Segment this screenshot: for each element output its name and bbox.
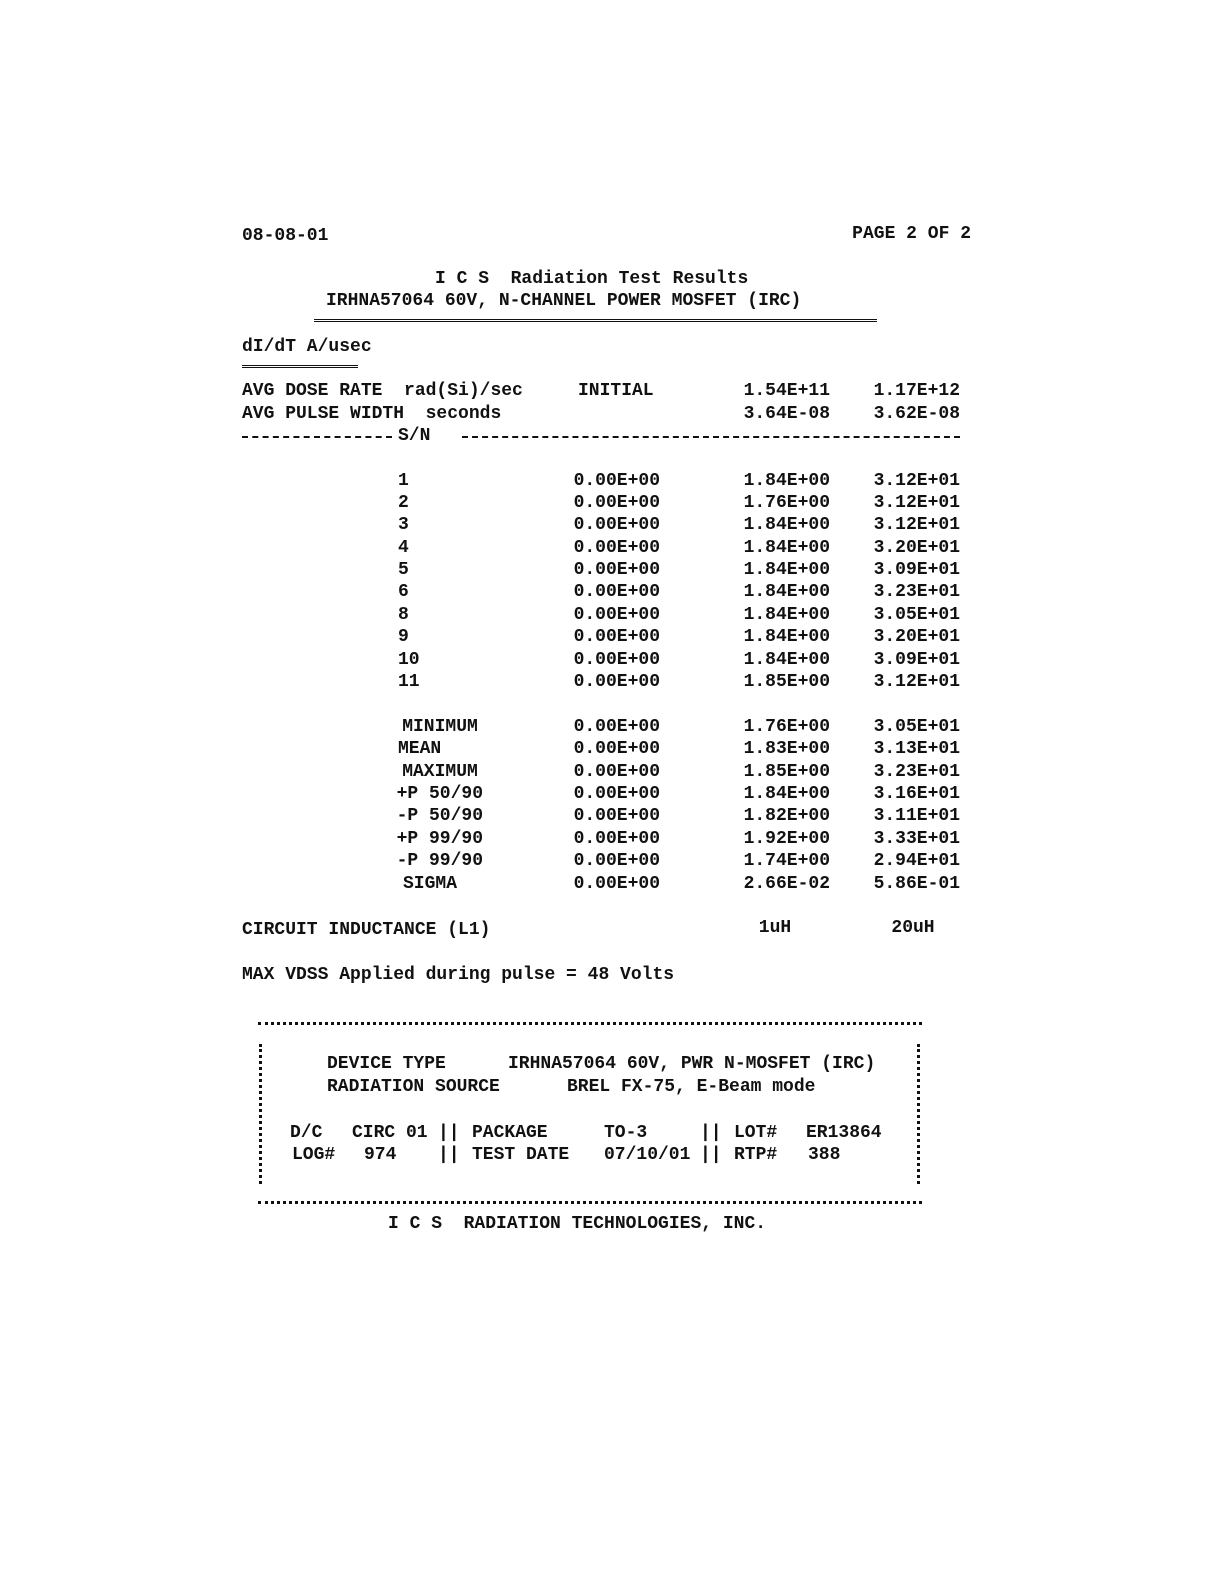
stat-label: +P 50/90 (396, 784, 483, 804)
page-number: PAGE 2 OF 2 (852, 224, 971, 244)
inductance-value-2: 20uH (891, 918, 935, 938)
value-col-2: 1.84E+00 (743, 650, 830, 670)
serial-number: 3 (398, 515, 409, 535)
value-col-3: 3.12E+01 (873, 493, 960, 513)
separator: || (438, 1123, 460, 1143)
pulse-width-label: AVG PULSE WIDTH seconds (242, 404, 502, 424)
test-date-label: TEST DATE (472, 1145, 570, 1165)
value-col-2: 1.76E+00 (743, 493, 830, 513)
stat-label: MAXIMUM (402, 762, 478, 782)
serial-number: 8 (398, 605, 409, 625)
serial-number: 4 (398, 538, 409, 558)
value-col-2: 1.92E+00 (743, 829, 830, 849)
stat-label: MINIMUM (402, 717, 478, 737)
box-right-border (917, 1044, 920, 1184)
company-footer: I C S RADIATION TECHNOLOGIES, INC. (388, 1214, 767, 1234)
value-col-3: 3.09E+01 (873, 560, 960, 580)
separator: || (700, 1145, 722, 1165)
value-col-1: 0.00E+00 (573, 650, 660, 670)
value-col-1: 0.00E+00 (573, 493, 660, 513)
value-col-1: 0.00E+00 (573, 762, 660, 782)
device-type-value: IRHNA57064 60V, PWR N-MOSFET (IRC) (508, 1054, 876, 1074)
value-col-2: 1.84E+00 (743, 471, 830, 491)
report-title: I C S Radiation Test Results (435, 269, 749, 289)
separator: || (700, 1123, 722, 1143)
value-col-1: 0.00E+00 (573, 605, 660, 625)
pulse-width-value-1: 3.64E-08 (743, 404, 830, 424)
device-subtitle: IRHNA57064 60V, N-CHANNEL POWER MOSFET (IRC) (326, 291, 802, 311)
value-col-3: 3.12E+01 (873, 471, 960, 491)
value-col-2: 1.83E+00 (743, 739, 830, 759)
package-label: PACKAGE (472, 1123, 548, 1143)
title-underline (314, 319, 877, 322)
value-col-3: 3.33E+01 (873, 829, 960, 849)
value-col-2: 1.84E+00 (743, 627, 830, 647)
stat-label: SIGMA (402, 874, 457, 894)
value-col-2: 1.76E+00 (743, 717, 830, 737)
box-left-border (259, 1044, 262, 1184)
dc-value: CIRC 01 (352, 1123, 428, 1143)
value-col-3: 3.05E+01 (873, 605, 960, 625)
value-col-2: 1.84E+00 (743, 582, 830, 602)
lot-label: LOT# (734, 1123, 778, 1143)
package-value: TO-3 (604, 1123, 648, 1143)
dose-rate-label: AVG DOSE RATE rad(Si)/sec (242, 381, 523, 401)
value-col-3: 3.23E+01 (873, 762, 960, 782)
box-top-border (258, 1022, 922, 1025)
value-col-1: 0.00E+00 (573, 784, 660, 804)
inductance-label: CIRCUIT INDUCTANCE (L1) (242, 920, 491, 940)
value-col-2: 1.84E+00 (743, 560, 830, 580)
value-col-3: 3.23E+01 (873, 582, 960, 602)
dc-label: D/C (290, 1123, 323, 1143)
value-col-1: 0.00E+00 (573, 739, 660, 759)
value-col-2: 1.82E+00 (743, 806, 830, 826)
value-col-3: 3.05E+01 (873, 717, 960, 737)
report-date: 08-08-01 (242, 226, 329, 246)
value-col-1: 0.00E+00 (573, 627, 660, 647)
value-col-3: 3.09E+01 (873, 650, 960, 670)
stat-label: MEAN (398, 739, 442, 759)
pulse-width-value-2: 3.62E-08 (873, 404, 960, 424)
value-col-1: 0.00E+00 (573, 851, 660, 871)
serial-number: 9 (398, 627, 409, 647)
separator: || (438, 1145, 460, 1165)
value-col-1: 0.00E+00 (573, 471, 660, 491)
stat-label: -P 99/90 (396, 851, 483, 871)
serial-number: 5 (398, 560, 409, 580)
sn-label: S/N (398, 426, 431, 446)
dose-rate-value-2: 1.17E+12 (873, 381, 960, 401)
max-vdss-note: MAX VDSS Applied during pulse = 48 Volts (242, 965, 675, 985)
parameter-underline (242, 365, 358, 368)
inductance-value-1: 1uH (758, 918, 792, 938)
value-col-3: 3.16E+01 (873, 784, 960, 804)
sn-separator-right (462, 436, 960, 438)
rtp-label: RTP# (734, 1145, 778, 1165)
device-type-label: DEVICE TYPE (327, 1054, 446, 1074)
parameter-label: dI/dT A/usec (242, 337, 372, 357)
serial-number: 2 (398, 493, 409, 513)
value-col-1: 0.00E+00 (573, 672, 660, 692)
value-col-2: 2.66E-02 (743, 874, 830, 894)
stat-label: +P 99/90 (396, 829, 483, 849)
log-label: LOG# (292, 1145, 336, 1165)
value-col-1: 0.00E+00 (573, 538, 660, 558)
value-col-2: 1.84E+00 (743, 538, 830, 558)
value-col-1: 0.00E+00 (573, 874, 660, 894)
value-col-3: 3.20E+01 (873, 627, 960, 647)
value-col-3: 5.86E-01 (873, 874, 960, 894)
value-col-1: 0.00E+00 (573, 717, 660, 737)
rtp-value: 388 (808, 1145, 841, 1165)
sn-separator-left (242, 436, 392, 438)
value-col-3: 3.12E+01 (873, 515, 960, 535)
value-col-1: 0.00E+00 (573, 829, 660, 849)
lot-value: ER13864 (806, 1123, 882, 1143)
value-col-3: 3.11E+01 (873, 806, 960, 826)
value-col-3: 3.20E+01 (873, 538, 960, 558)
value-col-2: 1.84E+00 (743, 784, 830, 804)
value-col-2: 1.74E+00 (743, 851, 830, 871)
value-col-2: 1.85E+00 (743, 762, 830, 782)
dose-rate-value-1: 1.54E+11 (743, 381, 830, 401)
serial-number: 10 (398, 650, 420, 670)
value-col-1: 0.00E+00 (573, 515, 660, 535)
box-bottom-border (258, 1201, 922, 1204)
log-value: 974 (364, 1145, 397, 1165)
value-col-2: 1.85E+00 (743, 672, 830, 692)
dose-rate-initial: INITIAL (578, 381, 654, 401)
value-col-1: 0.00E+00 (573, 582, 660, 602)
radiation-source-value: BREL FX-75, E-Beam mode (567, 1077, 816, 1097)
test-date-value: 07/10/01 (604, 1145, 691, 1165)
value-col-1: 0.00E+00 (573, 806, 660, 826)
value-col-1: 0.00E+00 (573, 560, 660, 580)
serial-number: 6 (398, 582, 409, 602)
radiation-source-label: RADIATION SOURCE (327, 1077, 500, 1097)
value-col-2: 1.84E+00 (743, 605, 830, 625)
value-col-2: 1.84E+00 (743, 515, 830, 535)
serial-number: 11 (398, 672, 420, 692)
value-col-3: 2.94E+01 (873, 851, 960, 871)
stat-label: -P 50/90 (396, 806, 483, 826)
serial-number: 1 (398, 471, 409, 491)
value-col-3: 3.13E+01 (873, 739, 960, 759)
value-col-3: 3.12E+01 (873, 672, 960, 692)
